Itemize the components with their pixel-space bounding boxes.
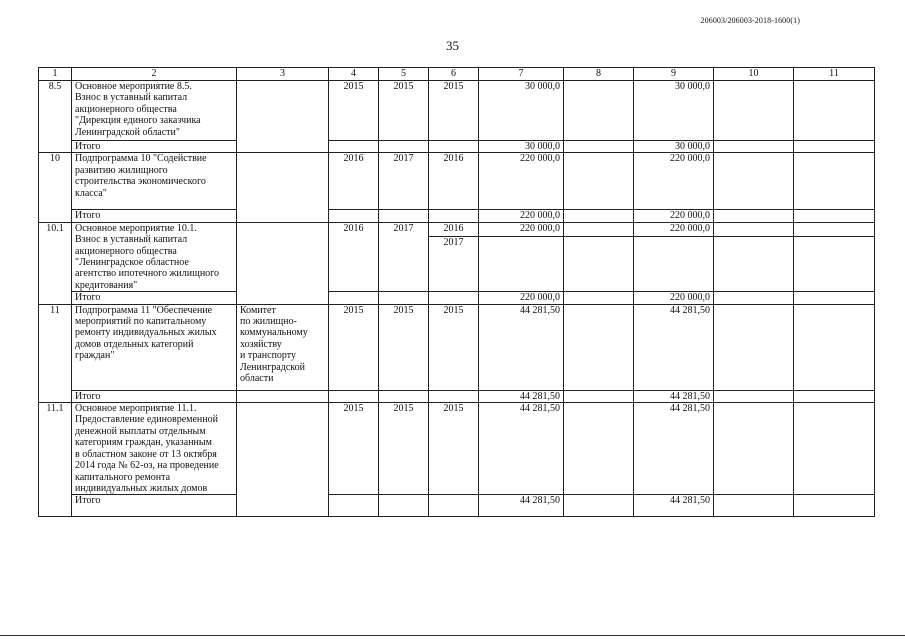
empty-cell — [237, 390, 329, 402]
amount-col10 — [714, 81, 794, 141]
empty-cell — [564, 237, 634, 292]
amount-col7: 220 000,0 — [479, 153, 564, 210]
total-col9: 220 000,0 — [634, 292, 714, 304]
empty-cell — [329, 292, 379, 304]
amount-col7: 220 000,0 — [479, 222, 564, 236]
empty-cell — [429, 292, 479, 304]
total-col7: 30 000,0 — [479, 141, 564, 153]
column-header: 3 — [237, 68, 329, 81]
amount-col8 — [564, 403, 634, 495]
year-funding: 2016 — [429, 222, 479, 236]
empty-cell — [429, 210, 479, 222]
header-row — [39, 68, 875, 81]
total-col7: 44 281,50 — [479, 495, 564, 517]
amount-col8 — [564, 81, 634, 141]
year-end: 2015 — [379, 304, 429, 390]
column-header: 11 — [794, 68, 875, 81]
empty-cell — [379, 292, 429, 304]
column-header: 2 — [72, 68, 237, 81]
row-id: 10 — [39, 153, 72, 222]
empty-cell — [634, 237, 714, 292]
amount-col8 — [564, 153, 634, 210]
table-row — [39, 304, 875, 390]
empty-cell — [564, 292, 634, 304]
executor-cell — [237, 153, 329, 222]
empty-cell — [429, 495, 479, 517]
empty-cell — [429, 390, 479, 402]
row-id: 10.1 — [39, 222, 72, 304]
table-row-total — [39, 390, 875, 402]
column-header: 1 — [39, 68, 72, 81]
row-id: 11.1 — [39, 403, 72, 517]
amount-col11 — [794, 81, 875, 141]
page-number: 35 — [446, 38, 459, 53]
amount-col8 — [564, 304, 634, 390]
year-end: 2015 — [379, 403, 429, 495]
table-row-total — [39, 210, 875, 222]
program-table — [38, 67, 875, 517]
empty-cell — [794, 141, 875, 153]
year-start: 2015 — [329, 403, 379, 495]
amount-col7: 44 281,50 — [479, 304, 564, 390]
total-col7: 44 281,50 — [479, 390, 564, 402]
total-col9: 30 000,0 — [634, 141, 714, 153]
empty-cell — [564, 495, 634, 517]
table-row-total — [39, 141, 875, 153]
empty-cell — [714, 237, 794, 292]
year-start: 2015 — [329, 81, 379, 141]
row-id: 11 — [39, 304, 72, 402]
year-start: 2015 — [329, 304, 379, 390]
table-row — [39, 81, 875, 141]
empty-cell — [479, 237, 564, 292]
total-label: Итого — [72, 141, 237, 153]
total-col9: 220 000,0 — [634, 210, 714, 222]
empty-cell — [794, 210, 875, 222]
total-col7: 220 000,0 — [479, 210, 564, 222]
total-label: Итого — [72, 210, 237, 222]
year-end: 2015 — [379, 81, 429, 141]
page-bottom-rule — [0, 635, 905, 636]
year-funding: 2017 — [429, 237, 479, 292]
empty-cell — [714, 390, 794, 402]
total-label: Итого — [72, 292, 237, 304]
amount-col11 — [794, 304, 875, 390]
empty-cell — [564, 141, 634, 153]
empty-cell — [329, 210, 379, 222]
column-header: 6 — [429, 68, 479, 81]
row-id: 8.5 — [39, 81, 72, 153]
amount-col9: 44 281,50 — [634, 403, 714, 495]
total-col9: 44 281,50 — [634, 495, 714, 517]
amount-col10 — [714, 153, 794, 210]
row-name: Основное мероприятие 11.1. Предоставление единовременной денежной выплаты отдельным категориям граждан, указанным в областном законе от 13 октября 2014 года № 62-оз, на проведение капитального ремонта индивидуальных жилых домов — [72, 403, 237, 495]
empty-cell — [379, 141, 429, 153]
row-name: Основное мероприятие 10.1. Взнос в уставный капитал акционерного общества "Ленинградское областное агентство ипотечного жилищного кредитования" — [72, 222, 237, 291]
total-label: Итого — [72, 495, 237, 517]
executor-cell — [237, 81, 329, 153]
year-end: 2017 — [379, 153, 429, 210]
executor-cell — [237, 403, 329, 517]
amount-col10 — [714, 403, 794, 495]
year-start: 2016 — [329, 153, 379, 210]
document-code: 206003/206003-2018-1600(1) — [700, 16, 800, 25]
year-funding: 2015 — [429, 304, 479, 390]
amount-col9: 30 000,0 — [634, 81, 714, 141]
year-end: 2017 — [379, 222, 429, 291]
total-col9: 44 281,50 — [634, 390, 714, 402]
executor-cell — [237, 222, 329, 304]
year-funding: 2015 — [429, 81, 479, 141]
row-name: Основное мероприятие 8.5. Взнос в уставный капитал акционерного общества "Дирекция единого заказчика Ленинградской области" — [72, 81, 237, 141]
empty-cell — [329, 495, 379, 517]
amount-col11 — [794, 153, 875, 210]
amount-col7: 44 281,50 — [479, 403, 564, 495]
empty-cell — [714, 495, 794, 517]
table-row — [39, 222, 875, 236]
amount-col7: 30 000,0 — [479, 81, 564, 141]
empty-cell — [794, 390, 875, 402]
row-name: Подпрограмма 11 "Обеспечение мероприятий по капитальному ремонту индивидуальных жилых домов отдельных категорий граждан" — [72, 304, 237, 390]
empty-cell — [429, 141, 479, 153]
empty-cell — [714, 292, 794, 304]
empty-cell — [714, 210, 794, 222]
amount-col9: 220 000,0 — [634, 153, 714, 210]
column-header: 8 — [564, 68, 634, 81]
empty-cell — [379, 390, 429, 402]
table-row-total — [39, 495, 875, 517]
amount-col8 — [564, 222, 634, 236]
column-header: 9 — [634, 68, 714, 81]
empty-cell — [564, 390, 634, 402]
empty-cell — [714, 141, 794, 153]
table-row-total — [39, 292, 875, 304]
empty-cell — [379, 495, 429, 517]
empty-cell — [794, 495, 875, 517]
empty-cell — [794, 237, 875, 292]
empty-cell — [564, 210, 634, 222]
empty-cell — [379, 210, 429, 222]
amount-col10 — [714, 222, 794, 236]
table-row — [39, 403, 875, 495]
amount-col11 — [794, 222, 875, 236]
column-header: 10 — [714, 68, 794, 81]
year-start: 2016 — [329, 222, 379, 291]
amount-col9: 44 281,50 — [634, 304, 714, 390]
total-col7: 220 000,0 — [479, 292, 564, 304]
total-label: Итого — [72, 390, 237, 402]
column-header: 7 — [479, 68, 564, 81]
column-header: 5 — [379, 68, 429, 81]
row-name: Подпрограмма 10 "Содействие развитию жилищного строительства экономического класса" — [72, 153, 237, 210]
empty-cell — [329, 390, 379, 402]
column-header: 4 — [329, 68, 379, 81]
executor-cell: Комитет по жилищно- коммунальному хозяйству и транспорту Ленинградской области — [237, 304, 329, 390]
empty-cell — [794, 292, 875, 304]
year-funding: 2015 — [429, 403, 479, 495]
amount-col10 — [714, 304, 794, 390]
table-row — [39, 153, 875, 210]
amount-col9: 220 000,0 — [634, 222, 714, 236]
amount-col11 — [794, 403, 875, 495]
empty-cell — [329, 141, 379, 153]
year-funding: 2016 — [429, 153, 479, 210]
